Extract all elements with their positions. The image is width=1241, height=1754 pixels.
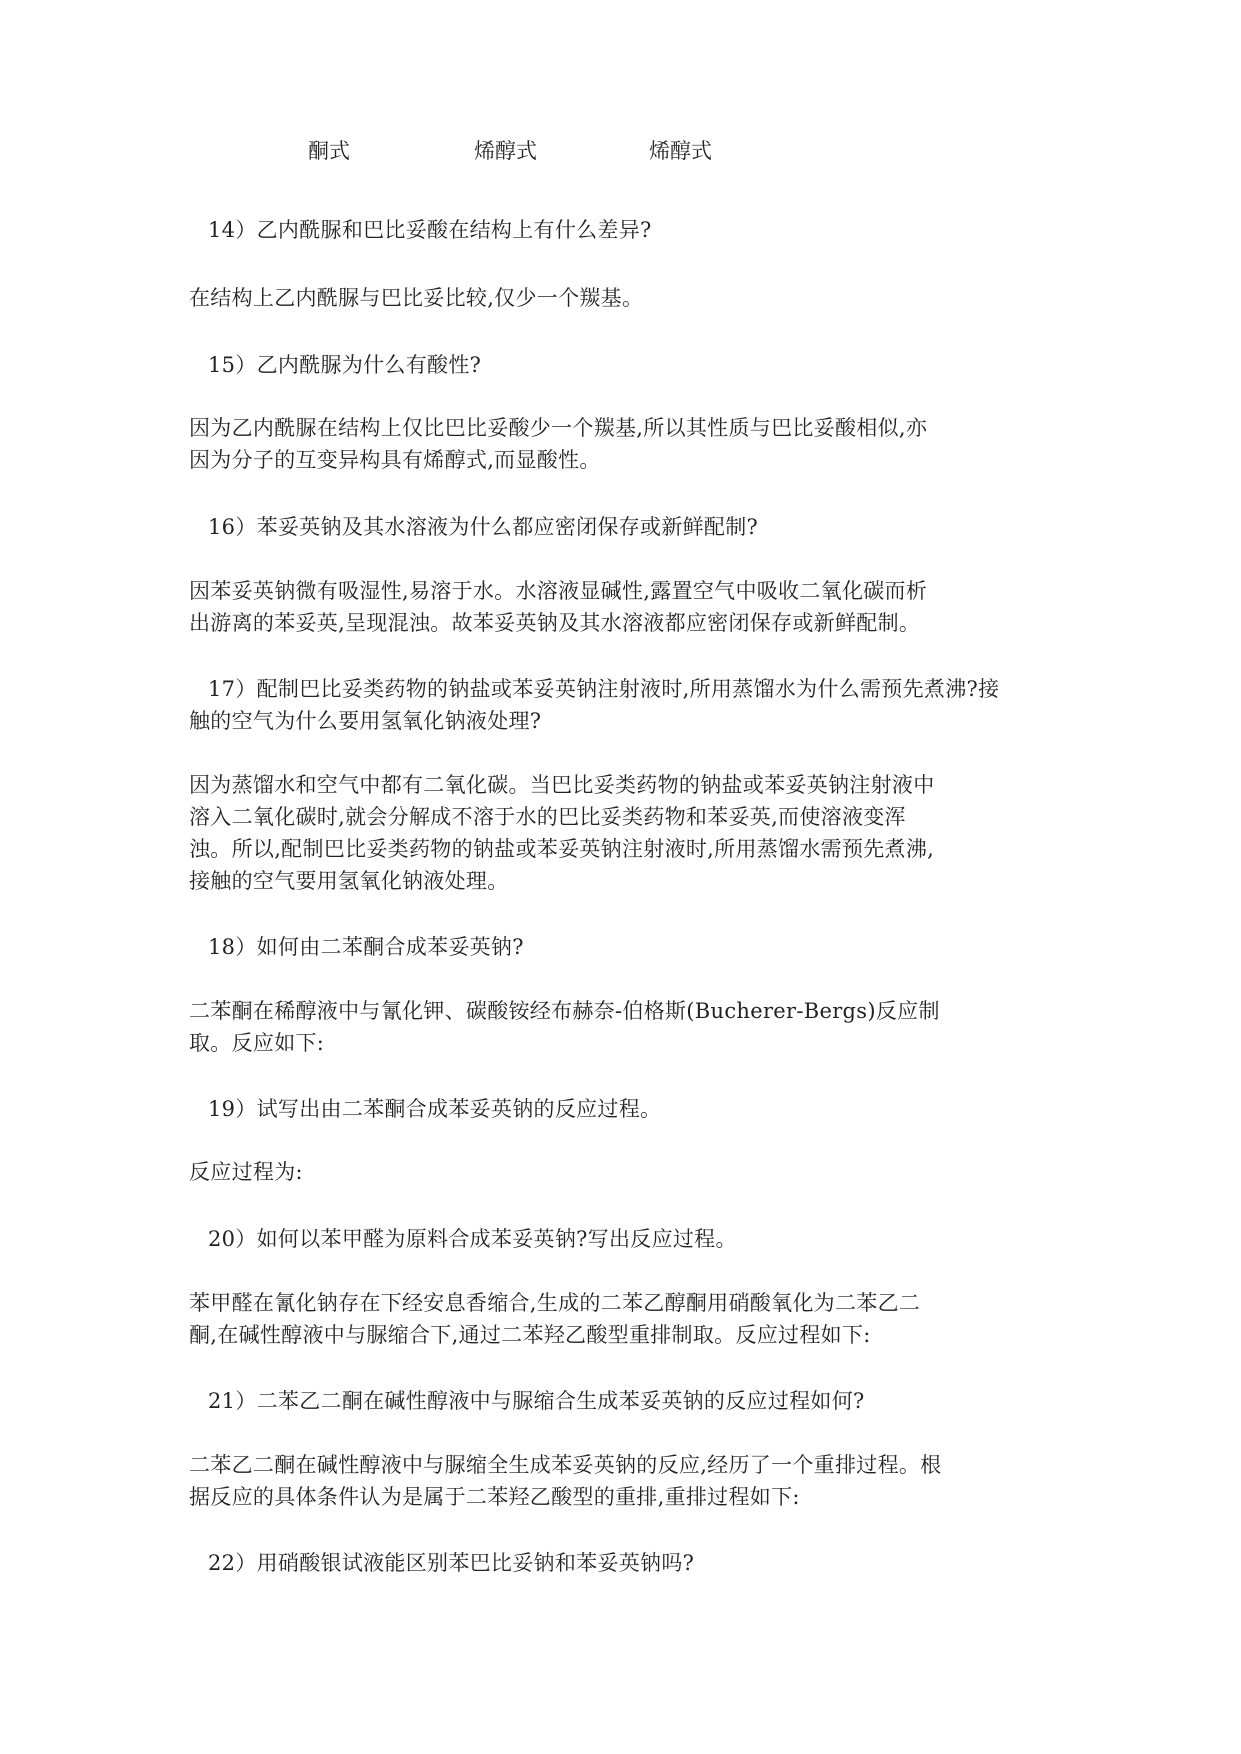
answer-16-line-2: 出游离的苯妥英,呈现混浊。故苯妥英钠及其水溶液都应密闭保存或新鲜配制。 <box>189 611 921 635</box>
question-21: 21）二苯乙二酮在碱性醇液中与脲缩合生成苯妥英钠的反应过程如何? <box>208 1389 865 1413</box>
enol-form-label-2: 烯醇式 <box>649 139 712 163</box>
answer-17-line-2: 溶入二氧化碳时,就会分解成不溶于水的巴比妥类药物和苯妥英,而使溶液变浑 <box>189 805 906 829</box>
question-14: 14）乙内酰脲和巴比妥酸在结构上有什么差异? <box>208 218 652 242</box>
answer-17-line-3: 浊。所以,配制巴比妥类药物的钠盐或苯妥英钠注射液时,所用蒸馏水需预先煮沸, <box>189 837 935 861</box>
answer-18-line-1: 二苯酮在稀醇液中与氰化钾、碳酸铵经布赫奈-伯格斯(Bucherer-Bergs)反应制 <box>189 999 940 1023</box>
answer-14-line-1: 在结构上乙内酰脲与巴比妥比较,仅少一个羰基。 <box>189 286 644 310</box>
answer-21-line-1: 二苯乙二酮在碱性醇液中与脲缩全生成苯妥英钠的反应,经历了一个重排过程。根 <box>189 1453 942 1477</box>
answer-17-line-4: 接触的空气要用氢氧化钠液处理。 <box>189 869 509 893</box>
question-20: 20）如何以苯甲醛为原料合成苯妥英钠?写出反应过程。 <box>208 1227 737 1251</box>
answer-20-line-1: 苯甲醛在氰化钠存在下经安息香缩合,生成的二苯乙醇酮用硝酸氧化为二苯乙二 <box>189 1291 921 1315</box>
question-16: 16）苯妥英钠及其水溶液为什么都应密闭保存或新鲜配制? <box>208 515 759 539</box>
question-22: 22）用硝酸银试液能区别苯巴比妥钠和苯妥英钠吗? <box>208 1551 695 1575</box>
answer-21-line-2: 据反应的具体条件认为是属于二苯羟乙酸型的重排,重排过程如下: <box>189 1485 800 1509</box>
question-15: 15）乙内酰脲为什么有酸性? <box>208 353 482 377</box>
keto-form-label: 酮式 <box>308 139 350 163</box>
question-17-line-1: 17）配制巴比妥类药物的钠盐或苯妥英钠注射液时,所用蒸馏水为什么需预先煮沸?接 <box>208 677 1000 701</box>
answer-15-line-1: 因为乙内酰脲在结构上仅比巴比妥酸少一个羰基,所以其性质与巴比妥酸相似,亦 <box>189 416 928 440</box>
answer-15-line-2: 因为分子的互变异构具有烯醇式,而显酸性。 <box>189 448 601 472</box>
question-17-line-2: 触的空气为什么要用氢氧化钠液处理? <box>189 709 542 733</box>
answer-16-line-1: 因苯妥英钠微有吸湿性,易溶于水。水溶液显碱性,露置空气中吸收二氧化碳而析 <box>189 579 928 603</box>
question-18: 18）如何由二苯酮合成苯妥英钠? <box>208 935 524 959</box>
enol-form-label-1: 烯醇式 <box>474 139 537 163</box>
question-19: 19）试写出由二苯酮合成苯妥英钠的反应过程。 <box>208 1097 662 1121</box>
answer-19-line-1: 反应过程为: <box>189 1160 303 1184</box>
answer-17-line-1: 因为蒸馏水和空气中都有二氧化碳。当巴比妥类药物的钠盐或苯妥英钠注射液中 <box>189 773 935 797</box>
answer-18-line-2: 取。反应如下: <box>189 1031 325 1055</box>
answer-20-line-2: 酮,在碱性醇液中与脲缩合下,通过二苯羟乙酸型重排制取。反应过程如下: <box>189 1323 871 1347</box>
